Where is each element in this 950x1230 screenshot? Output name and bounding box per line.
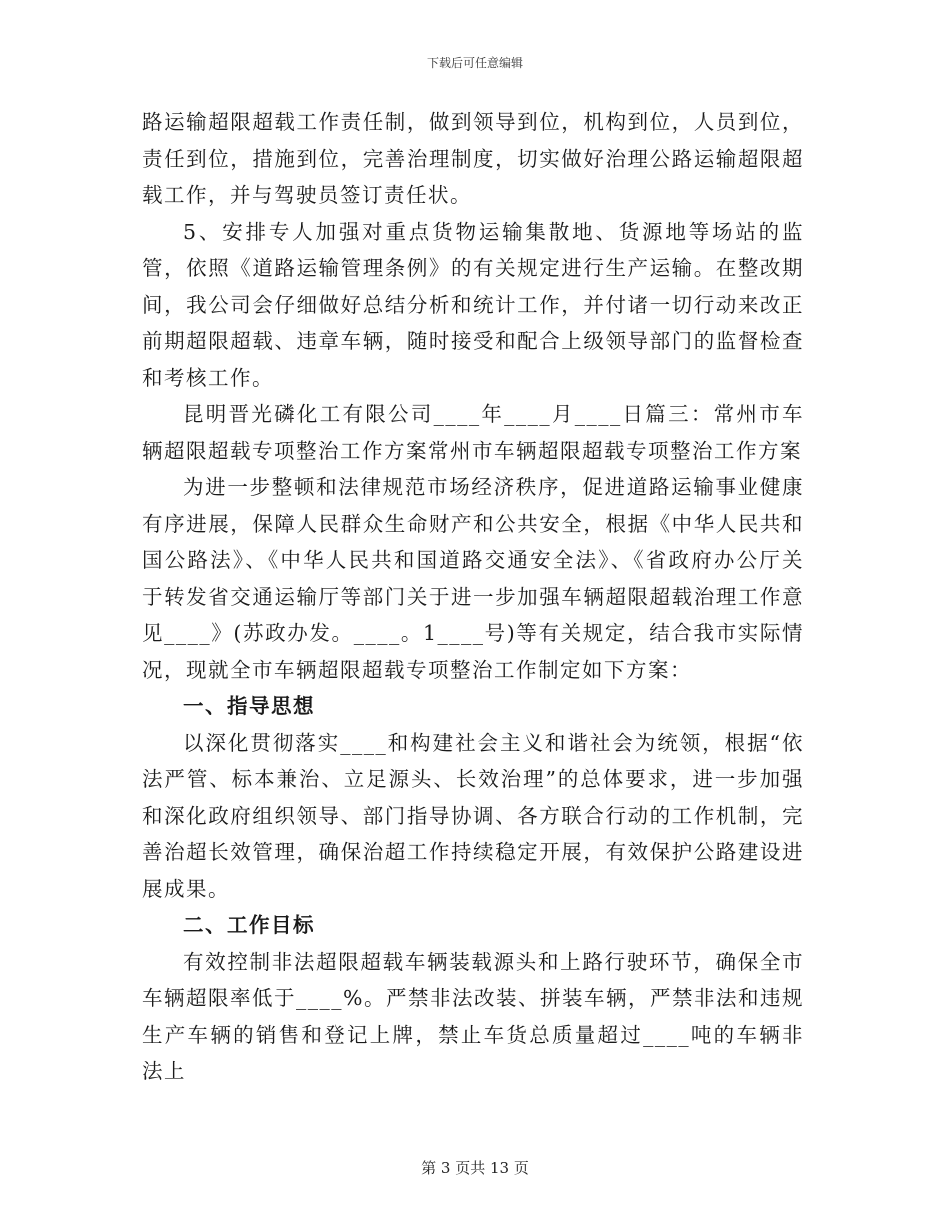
page-header: 下载后可任意编辑 <box>426 56 523 70</box>
heading-guiding-ideology: 一、指导思想 <box>183 694 315 718</box>
paragraph-company-date: 昆明晋光磷化工有限公司____年____月____日篇三：常州市车辆超限超载专项整治工作方案常州市车辆超限超载专项整治工作方案 <box>142 402 804 463</box>
paragraph-continued: 路运输超限超载工作责任制，做到领导到位，机构到位，人员到位，责任到位，措施到位，完善治理制度，切实做好治理公路运输超限超载工作，并与驾驶员签订责任状。 <box>142 110 804 207</box>
paragraph-intro: 为进一步整顿和法律规范市场经济秩序，促进道路运输事业健康有序进展，保障人民群众生命财产和公共安全，根据《中华人民共和国公路法》、《中华人民共和国道路交通安全法》、《省政府办公厅关于转发省交通运输厅等部门关于进一步加强车辆超限超载治理工作意见____》(苏政办发。____。1____号)等有关规定，结合我市实际情况，现就全市车辆超限超载专项整治工作制定如下方案： <box>142 475 804 682</box>
page-footer: 第 3 页共 13 页 <box>421 1159 529 1177</box>
paragraph-item-5: 5、安排专人加强对重点货物运输集散地、货源地等场站的监管，依照《道路运输管理条例》的有关规定进行生产运输。在整改期间，我公司会仔细做好总结分析和统计工作，并付诸一切行动来改正前期超限超载、违章车辆，随时接受和配合上级领导部门的监督检查和考核工作。 <box>142 219 804 390</box>
paragraph-guiding-ideology: 以深化贯彻落实____和构建社会主义和谐社会为统领，根据“依法严管、标本兼治、立足源头、长效治理”的总体要求，进一步加强和深化政府组织领导、部门指导协调、各方联合行动的工作机制，完善治超长效管理，确保治超工作持续稳定开展，有效保护公路建设进展成果。 <box>142 730 804 901</box>
heading-work-goals: 二、工作目标 <box>183 913 315 937</box>
document-body <box>142 104 804 1090</box>
paragraph-work-goals: 有效控制非法超限超载车辆装载源头和上路行驶环节，确保全市车辆超限率低于____%。严禁非法改装、拼装车辆，严禁非法和违规生产车辆的销售和登记上牌，禁止车货总质量超过____吨的车辆非法上 <box>142 949 804 1083</box>
